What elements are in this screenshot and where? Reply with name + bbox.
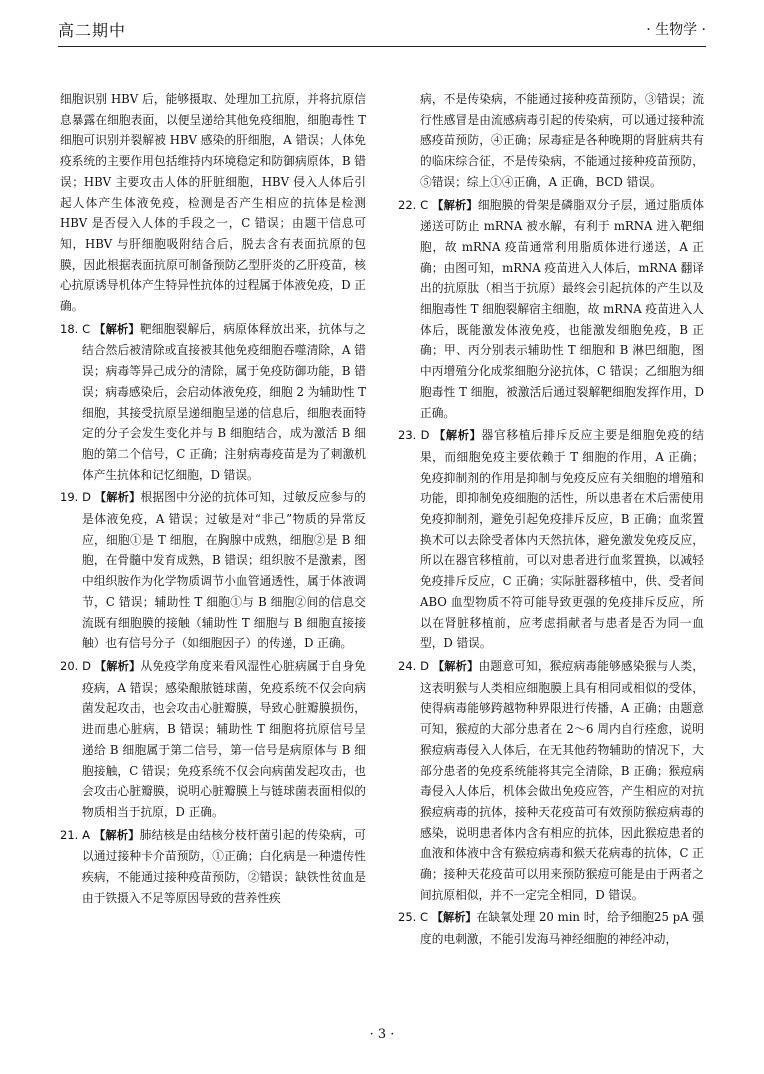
answer-text: 病，不是传染病，不能通过接种疫苗预防，③错误；流行性感冒是由流感病毒引起的传染病，可以通过接种流感疫苗预防，④正确；尿毒症是各种晚期的肾脏病共有的临床综合征，不是传染病，不能通过接种疫苗预防，⑤错误；综上①④正确，A 正确，BCD 错误。 <box>420 92 704 189</box>
analysis-tag: 【解析】 <box>94 322 140 336</box>
answer-number: 20. D <box>60 658 91 673</box>
answer-number: 24. D <box>398 658 429 673</box>
answer-text: 根据图中分泌的抗体可知，过敏反应参与的是体液免疫，A 错误；过敏是对“非己”物质的异常反应，细胞①是 T 细胞，在胸腺中成熟，细胞②是 B 细胞，在骨髓中发育成熟，B 错误；组织胺不是激素，图中组织胺作为化学物质调节小血管通透性，属于体液调节，C 错误；辅助性 T 细胞①与 B 细胞②间的信息交流既有细胞膜的接触（辅助性 T 细胞与 B 细胞直接接触）也有信号分子（如细胞因子）的传递，D 正确。 <box>82 490 366 651</box>
answer-number: 18. C <box>60 321 91 336</box>
header-rule <box>58 46 706 47</box>
answer-text: 细胞识别 HBV 后，能够摄取、处理加工抗原，并将抗原信息暴露在细胞表面，以便呈递给其他免疫细胞，细胞毒性 T 细胞可识别并裂解被 HBV 感染的肝细胞，A 错误；人体免疫系统的主要作用包括维持内环境稳定和防御病原体，B 错误；HBV 主要攻击人体的肝脏细胞，HBV 侵入人体后引起人体产生体液免疫，检测是否产生相应的抗体是检测 HBV 是否侵入人体的手段之一，C 错误；由题干信息可知，HBV 与肝细胞吸附结合后，脱去含有表面抗原的包膜，因此根据表面抗原可制备预防乙型肝炎的乙肝疫苗，核心抗原诱导机体产生特异性抗体的过程属于体液免疫，D 正确。 <box>60 92 366 314</box>
answer-continuation <box>60 89 366 317</box>
answer-number: 22. C <box>398 197 429 212</box>
answer-text: 细胞膜的骨架是磷脂双分子层，通过脂质体递送可防止 mRNA 被水解，有利于 mRNA 进入靶细胞，故 mRNA 疫苗通常利用脂质体进行递送，A 正确；由图可知，mRNA 疫苗进入人体后，mRNA 翻译出的抗原肽（相当于抗原）最终会引起抗体的产生以及细胞毒性 T 细胞裂解宿主细胞，故 mRNA 疫苗进入人体后，既能激发体液免疫，也能激发细胞免疫，B 正确；甲、丙分别表示辅助性 T 细胞和 B 淋巴细胞，图中丙增殖分化成浆细胞分泌抗体，C 错误；乙细胞为细胞毒性 T 细胞，被激活后通过裂解靶细胞发挥作用，D 正确。 <box>420 197 704 420</box>
analysis-tag: 【解析】 <box>433 429 482 443</box>
answer-text: 器官移植后排斥反应主要是细胞免疫的结果，而细胞免疫主要依赖于 T 细胞的作用，A 正确；免疫抑制剂的作用是抑制与免疫反应有关细胞的增殖和功能，即抑制免疫细胞的活性，所以患者在术后需使用免疫抑制剂，避免引起免疫排斥反应，B 正确；血浆置换术可以去除受者体内天然抗体，避免激发免疫反应，所以在器官移植前，可以对患者进行血浆置换，以减轻免疫排斥反应，C 正确；实际脏器移植中，供、受者间 ABO 血型物质不符可能导致更强的免疫排斥反应，所以在肾脏移植前，应考虑捐献者与患者是否为同一血型，D 错误。 <box>420 428 704 651</box>
answer-item-19 <box>60 487 366 654</box>
answer-item-25 <box>398 907 704 949</box>
analysis-tag: 【解析】 <box>94 828 140 842</box>
analysis-tag: 【解析】 <box>432 198 478 212</box>
answer-item-24 <box>398 656 704 905</box>
page-number: · 3 · <box>369 1027 395 1042</box>
answer-number: 25. C <box>398 910 429 925</box>
left-column <box>60 89 366 910</box>
answer-text: 由题意可知，猴痘病毒能够感染猴与人类，这表明猴与人类相应细胞膜上具有相同或相似的受体，使得病毒能够跨越物种界限进行传播，A 正确；由题意可知，猴痘的大部分患者在 2～6 周内自行痊愈，说明猴痘病毒侵入人体后，在无其他药物辅助的情况下，大部分患者的免疫系统能将其完全清除，B 正确；猴痘病毒侵入人体后，机体会做出免疫应答，产生相应的对抗猴痘病毒的抗体，接种天花疫苗可有效预防猴痘病毒的感染，说明患者体内含有相应的抗体，因此猴痘患者的血液和体液中含有猴痘病毒和猴天花病毒的抗体，C 正确；接种天花疫苗可以用来预防猴痘可能是由于两者之间抗原相似，并不一定完全相同，D 错误。 <box>420 658 704 902</box>
analysis-tag: 【解析】 <box>94 491 141 505</box>
header-grade-label: 高二期中 <box>58 21 127 40</box>
answer-item-22 <box>398 195 704 424</box>
answer-text: 肺结核是由结核分枝杆菌引起的传染病，可以通过接种卡介苗预防，①正确；白化病是一种遗传性疾病，不能通过接种疫苗预防，②错误；缺铁性贫血是由于铁摄入不足等原因导致的营养性疾 <box>82 827 366 905</box>
answer-text: 靶细胞裂解后，病原体释放出来，抗体与之结合然后被清除或直接被其他免疫细胞吞噬清除，A 错误；病毒等异己成分的清除，属于免疫防御功能，B 错误；病毒感染后，会启动体液免疫，细胞 2 为辅助性 T 细胞，其接受抗原呈递细胞呈递的信息后，细胞表面特定的分子会发生变化并与 B 细胞结合，成为激活 B 细胞的第二个信号，C 正确；注射病毒疫苗是为了刺激机体产生抗体和记忆细胞，D 错误。 <box>82 321 366 482</box>
answer-text: 从免疫学角度来看风湿性心脏病属于自身免疫病，A 错误；感染酿脓链球菌，免疫系统不仅会向病菌发起攻击，也会攻击心脏瓣膜，导致心脏瓣膜损伤，进而患心脏病，B 错误；辅助性 T 细胞将抗原信号呈递给 B 细胞属于第二信号，第一信号是病原体与 B 细胞接触，C 错误；免疫系统不仅会向病菌发起攻击，也会攻击心脏瓣膜，说明心脏瓣膜上与链球菌表面相似的物质相当于抗原，D 正确。 <box>82 658 366 819</box>
answer-item-21 <box>60 825 366 909</box>
right-column <box>398 89 704 952</box>
analysis-tag: 【解析】 <box>432 659 479 673</box>
answer-item-21-continued <box>398 89 704 193</box>
analysis-tag: 【解析】 <box>431 911 477 925</box>
page-header <box>58 18 706 42</box>
answer-item-23 <box>398 425 704 654</box>
answer-text: 在缺氧处理 20 min 时，给予细胞25 pA 强度的电刺激，不能引发海马神经细胞的神经冲动， <box>420 910 704 947</box>
answer-number: 23. D <box>398 428 430 443</box>
answer-item-18 <box>60 319 366 486</box>
header-subject-label: · 生物学 · <box>646 22 706 38</box>
analysis-tag: 【解析】 <box>94 659 141 673</box>
answer-number: 21. A <box>60 827 91 842</box>
answer-number: 19. D <box>60 490 91 505</box>
answer-item-20 <box>60 656 366 823</box>
